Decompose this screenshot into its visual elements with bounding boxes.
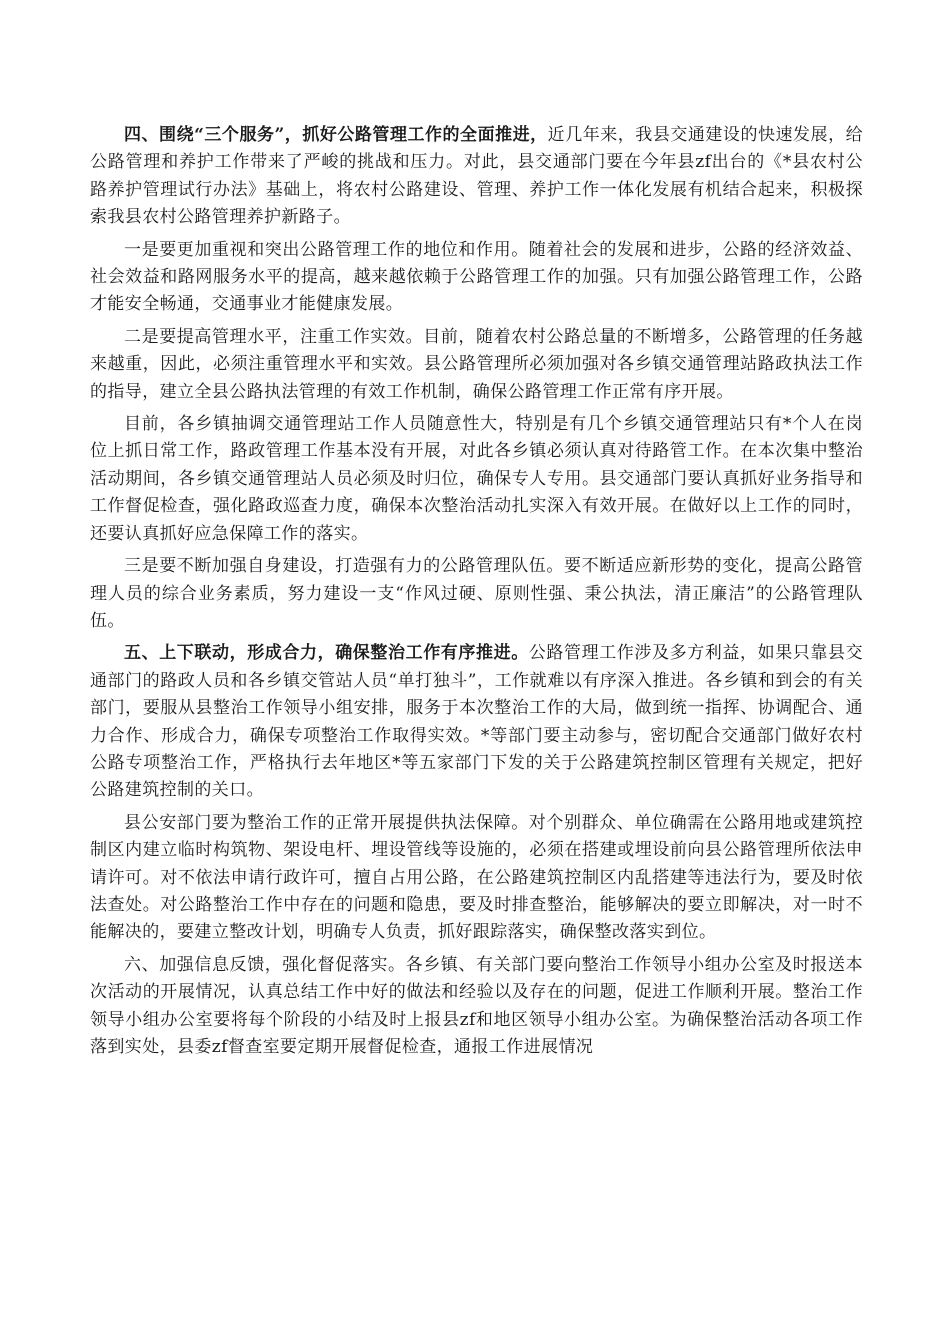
paragraph-text: 二是要提高管理水平，注重工作实效。目前，随着农村公路总量的不断增多，公路管理的任务越来越重，因此，必须注重管理水平和实效。县公路管理所必须加强对各乡镇交通管理站路政执法工作的指导，建立全县公路执法管理的有效工作机制，确保公路管理工作正常有序开展。 — [90, 326, 863, 402]
document-page — [90, 122, 863, 1066]
paragraph-section-five — [90, 640, 863, 804]
paragraph-section-four — [90, 122, 863, 232]
paragraph-point-two — [90, 324, 863, 406]
section-five-heading: 五、上下联动，形成合力，确保整治工作有序推进。 — [124, 643, 529, 664]
section-four-heading: 四、围绕“三个服务”，抓好公路管理工作的全面推进， — [124, 125, 548, 145]
paragraph-text: 县公安部门要为整治工作的正常开展提供执法保障。对个别群众、单位确需在公路用地或建筑控制区内建立临时构筑物、架设电杆、埋设管线等设施的，必须在搭建或埋设前向县公路管理所依法申请许可。对不依法申请行政许可，擅自占用公路，在公路建筑控制区内乱搭建等违法行为，要及时依法查处。对公路整治工作中存在的问题和隐患，要及时排查整治，能够解决的要立即解决，对一时不能解决的，要建立整改计划，明确专人负责，抓好跟踪落实，确保整改落实到位。 — [90, 812, 863, 943]
paragraph-text: 公路管理工作涉及多方利益，如果只靠县交通部门的路政人员和各乡镇交管站人员“单打独斗”，工作就难以有序深入推进。各乡镇和到会的有关部门，要服从县整治工作领导小组安排，服务于本次整治工作的大局，做到统一指挥、协调配合、通力合作、形成合力，确保专项整治工作取得实效。*等部门要主动参与，密切配合交通部门做好农村公路专项整治工作，严格执行去年地区*等五家部门下发的关于公路建筑控制区管理有关规定，把好公路建筑控制的关口。 — [90, 643, 863, 801]
paragraph-current-situation — [90, 411, 863, 548]
paragraph-point-one — [90, 237, 863, 319]
paragraph-public-security — [90, 810, 863, 947]
paragraph-section-six — [90, 952, 863, 1062]
paragraph-text: 目前，各乡镇抽调交通管理站工作人员随意性大，特别是有几个乡镇交通管理站只有*个人在岗位上抓日常工作，路政管理工作基本没有开展，对此各乡镇必须认真对待路管工作。在本次集中整治活动期间，各乡镇交通管理站人员必须及时归位，确保专人专用。县交通部门要认真抓好业务指导和工作督促检查，强化路政巡查力度，确保本次整治活动扎实深入有效开展。在做好以上工作的同时，还要认真抓好应急保障工作的落实。 — [90, 414, 863, 544]
paragraph-text: 一是要更加重视和突出公路管理工作的地位和作用。随着社会的发展和进步，公路的经济效益、社会效益和路网服务水平的提高，越来越依赖于公路管理工作的加强。只有加强公路管理工作，公路才能安全畅通，交通事业才能健康发展。 — [90, 239, 863, 315]
paragraph-point-three — [90, 553, 863, 635]
paragraph-text: 近几年来，我县交通建设的快速发展，给公路管理和养护工作带来了严峻的挑战和压力。对此，县交通部门要在今年县zf出台的《*县农村公路养护管理试行办法》基础上，将农村公路建设、管理、养护工作一体化发展有机结合起来，积极探索我县农村公路管理养护新路子。 — [90, 125, 863, 228]
paragraph-text: 六、加强信息反馈，强化督促落实。各乡镇、有关部门要向整治工作领导小组办公室及时报送本次活动的开展情况，认真总结工作中好的做法和经验以及存在的问题，促进工作顺利开展。整治工作领导小组办公室要将每个阶段的小结及时上报县zf和地区领导小组办公室。为确保整治活动各项工作落到实处，县委zf督查室要定期开展督促检查，通报工作进展情况 — [90, 954, 863, 1057]
paragraph-text: 三是要不断加强自身建设，打造强有力的公路管理队伍。要不断适应新形势的变化，提高公路管理人员的综合业务素质，努力建设一支“作风过硬、原则性强、秉公执法，清正廉洁”的公路管理队伍。 — [90, 556, 863, 631]
